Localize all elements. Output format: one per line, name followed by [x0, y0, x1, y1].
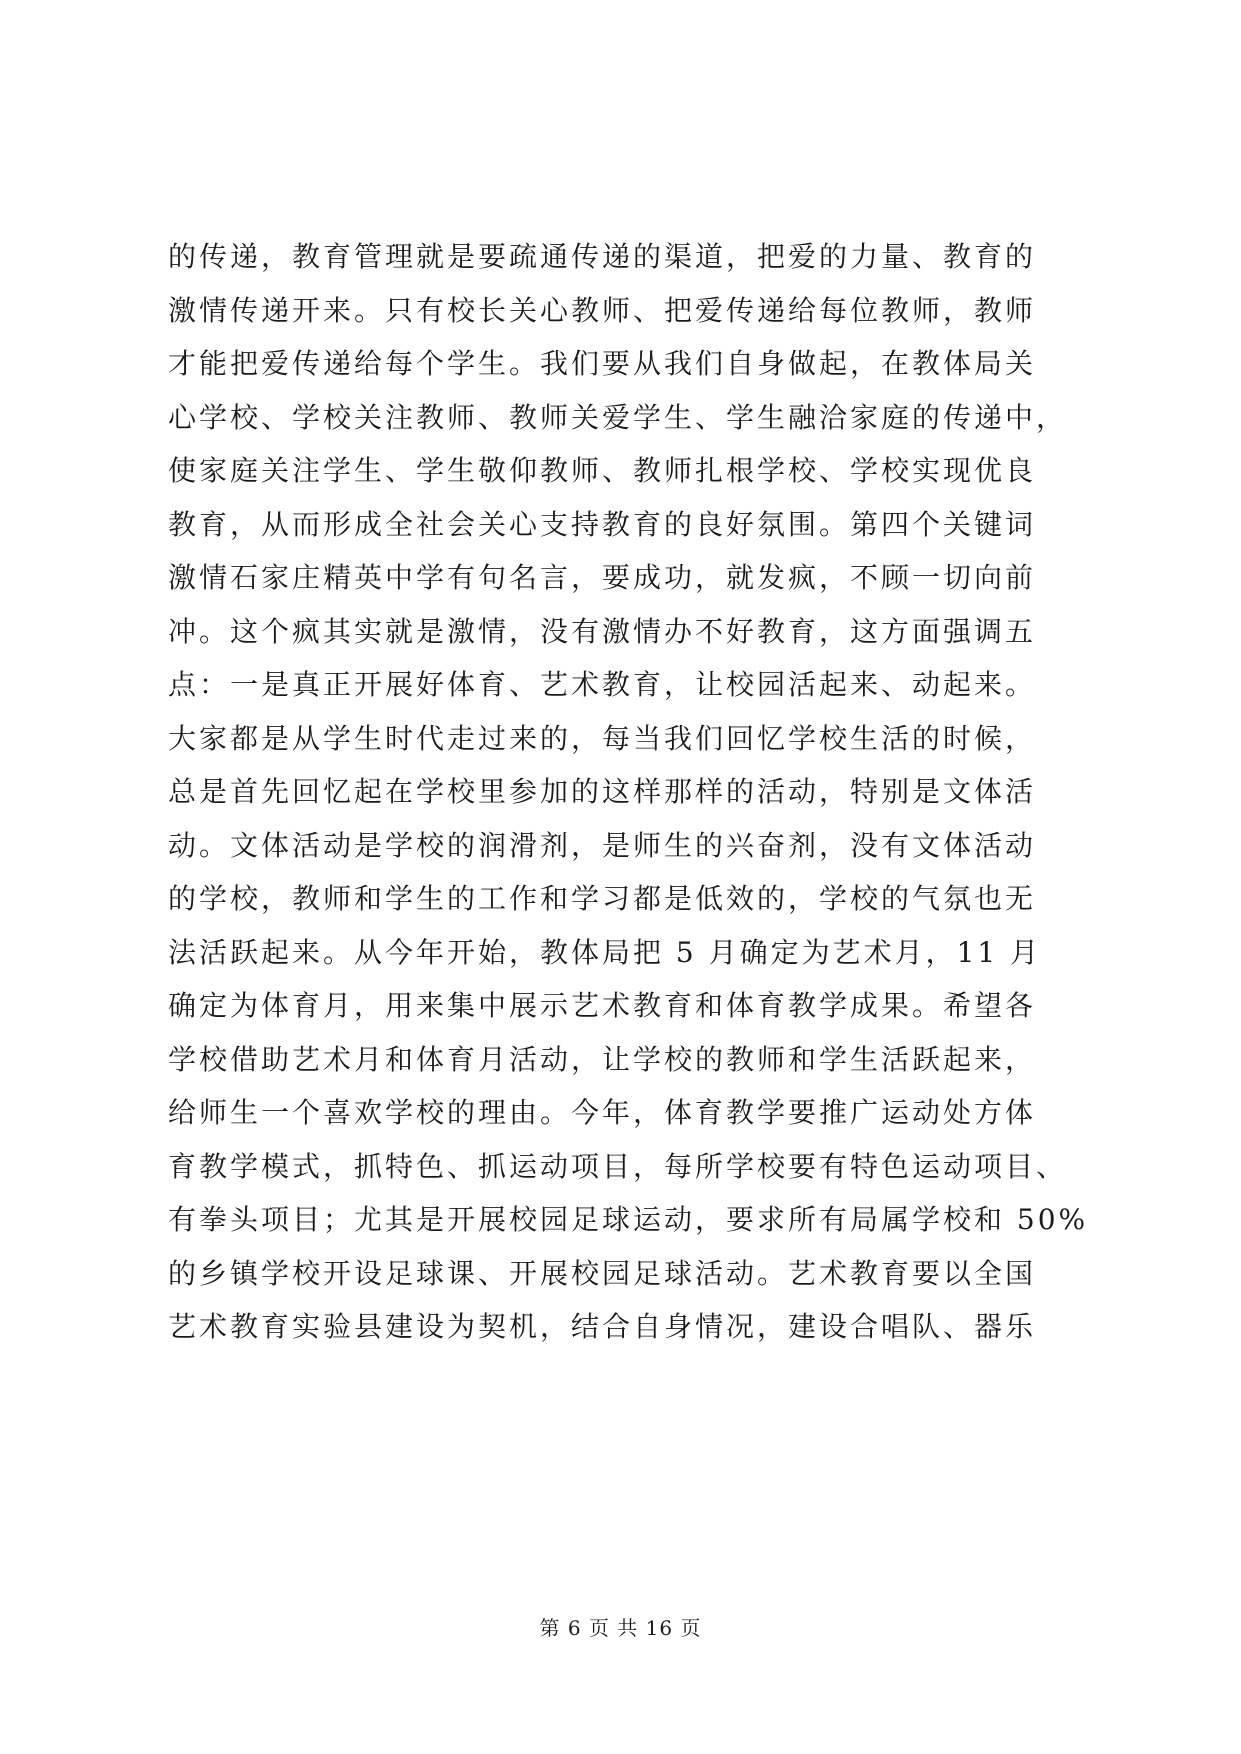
text-line: 教育，从而形成全社会关心支持教育的良好氛围。第四个关键词 — [168, 507, 1037, 541]
text-line: 大家都是从学生时代走过来的，每当我们回忆学校生活的时候， — [168, 721, 1037, 755]
text-line: 艺术教育实验县建设为契机，结合自身情况，建设合唱队、器乐 — [168, 1310, 1037, 1343]
text-line: 育教学模式，抓特色、抓运动项目，每所学校要有特色运动项目、 — [168, 1149, 1068, 1183]
body-text — [168, 230, 1088, 1354]
text-line: 激情传递开来。只有校长关心教师、把爱传递给每位教师，教师 — [168, 293, 1037, 327]
text-line: 的乡镇学校开设足球课、开展校园足球活动。艺术教育要以全国 — [168, 1256, 1037, 1290]
text-line: 使家庭关注学生、学生敬仰教师、教师扎根学校、学校实现优良 — [168, 454, 1037, 487]
text-line: 点：一是真正开展好体育、艺术教育，让校园活起来、动起来。 — [168, 668, 1037, 701]
text-line: 动。文体活动是学校的润滑剂，是师生的兴奋剂，没有文体活动 — [168, 828, 1037, 862]
text-line: 给师生一个喜欢学校的理由。今年，体育教学要推广运动处方体 — [168, 1096, 1037, 1129]
text-line: 才能把爱传递给每个学生。我们要从我们自身做起，在教体局关 — [168, 347, 1037, 380]
text-line: 总是首先回忆起在学校里参加的这样那样的活动，特别是文体活 — [168, 775, 1037, 808]
text-line: 法活跃起来。从今年开始，教体局把 5 月确定为艺术月，11 月 — [168, 935, 1042, 969]
text-line: 激情石家庄精英中学有句名言，要成功，就发疯，不顾一切向前 — [168, 561, 1037, 594]
text-line: 心学校、学校关注教师、教师关爱学生、学生融洽家庭的传递中， — [168, 400, 1068, 434]
text-line: 的学校，教师和学生的工作和学习都是低效的，学校的气氛也无 — [168, 882, 1037, 915]
text-line: 有拳头项目；尤其是开展校园足球运动，要求所有局属学校和 50% — [168, 1203, 1088, 1236]
text-line: 学校借助艺术月和体育月活动，让学校的教师和学生活跃起来， — [168, 1042, 1037, 1076]
text-line: 的传递，教育管理就是要疏通传递的渠道，把爱的力量、教育的 — [168, 240, 1037, 273]
text-line: 确定为体育月，用来集中展示艺术教育和体育教学成果。希望各 — [168, 989, 1037, 1022]
page-number-footer: 第 6 页 共 16 页 — [539, 1616, 702, 1640]
text-line: 冲。这个疯其实就是激情，没有激情办不好教育，这方面强调五 — [168, 614, 1037, 648]
